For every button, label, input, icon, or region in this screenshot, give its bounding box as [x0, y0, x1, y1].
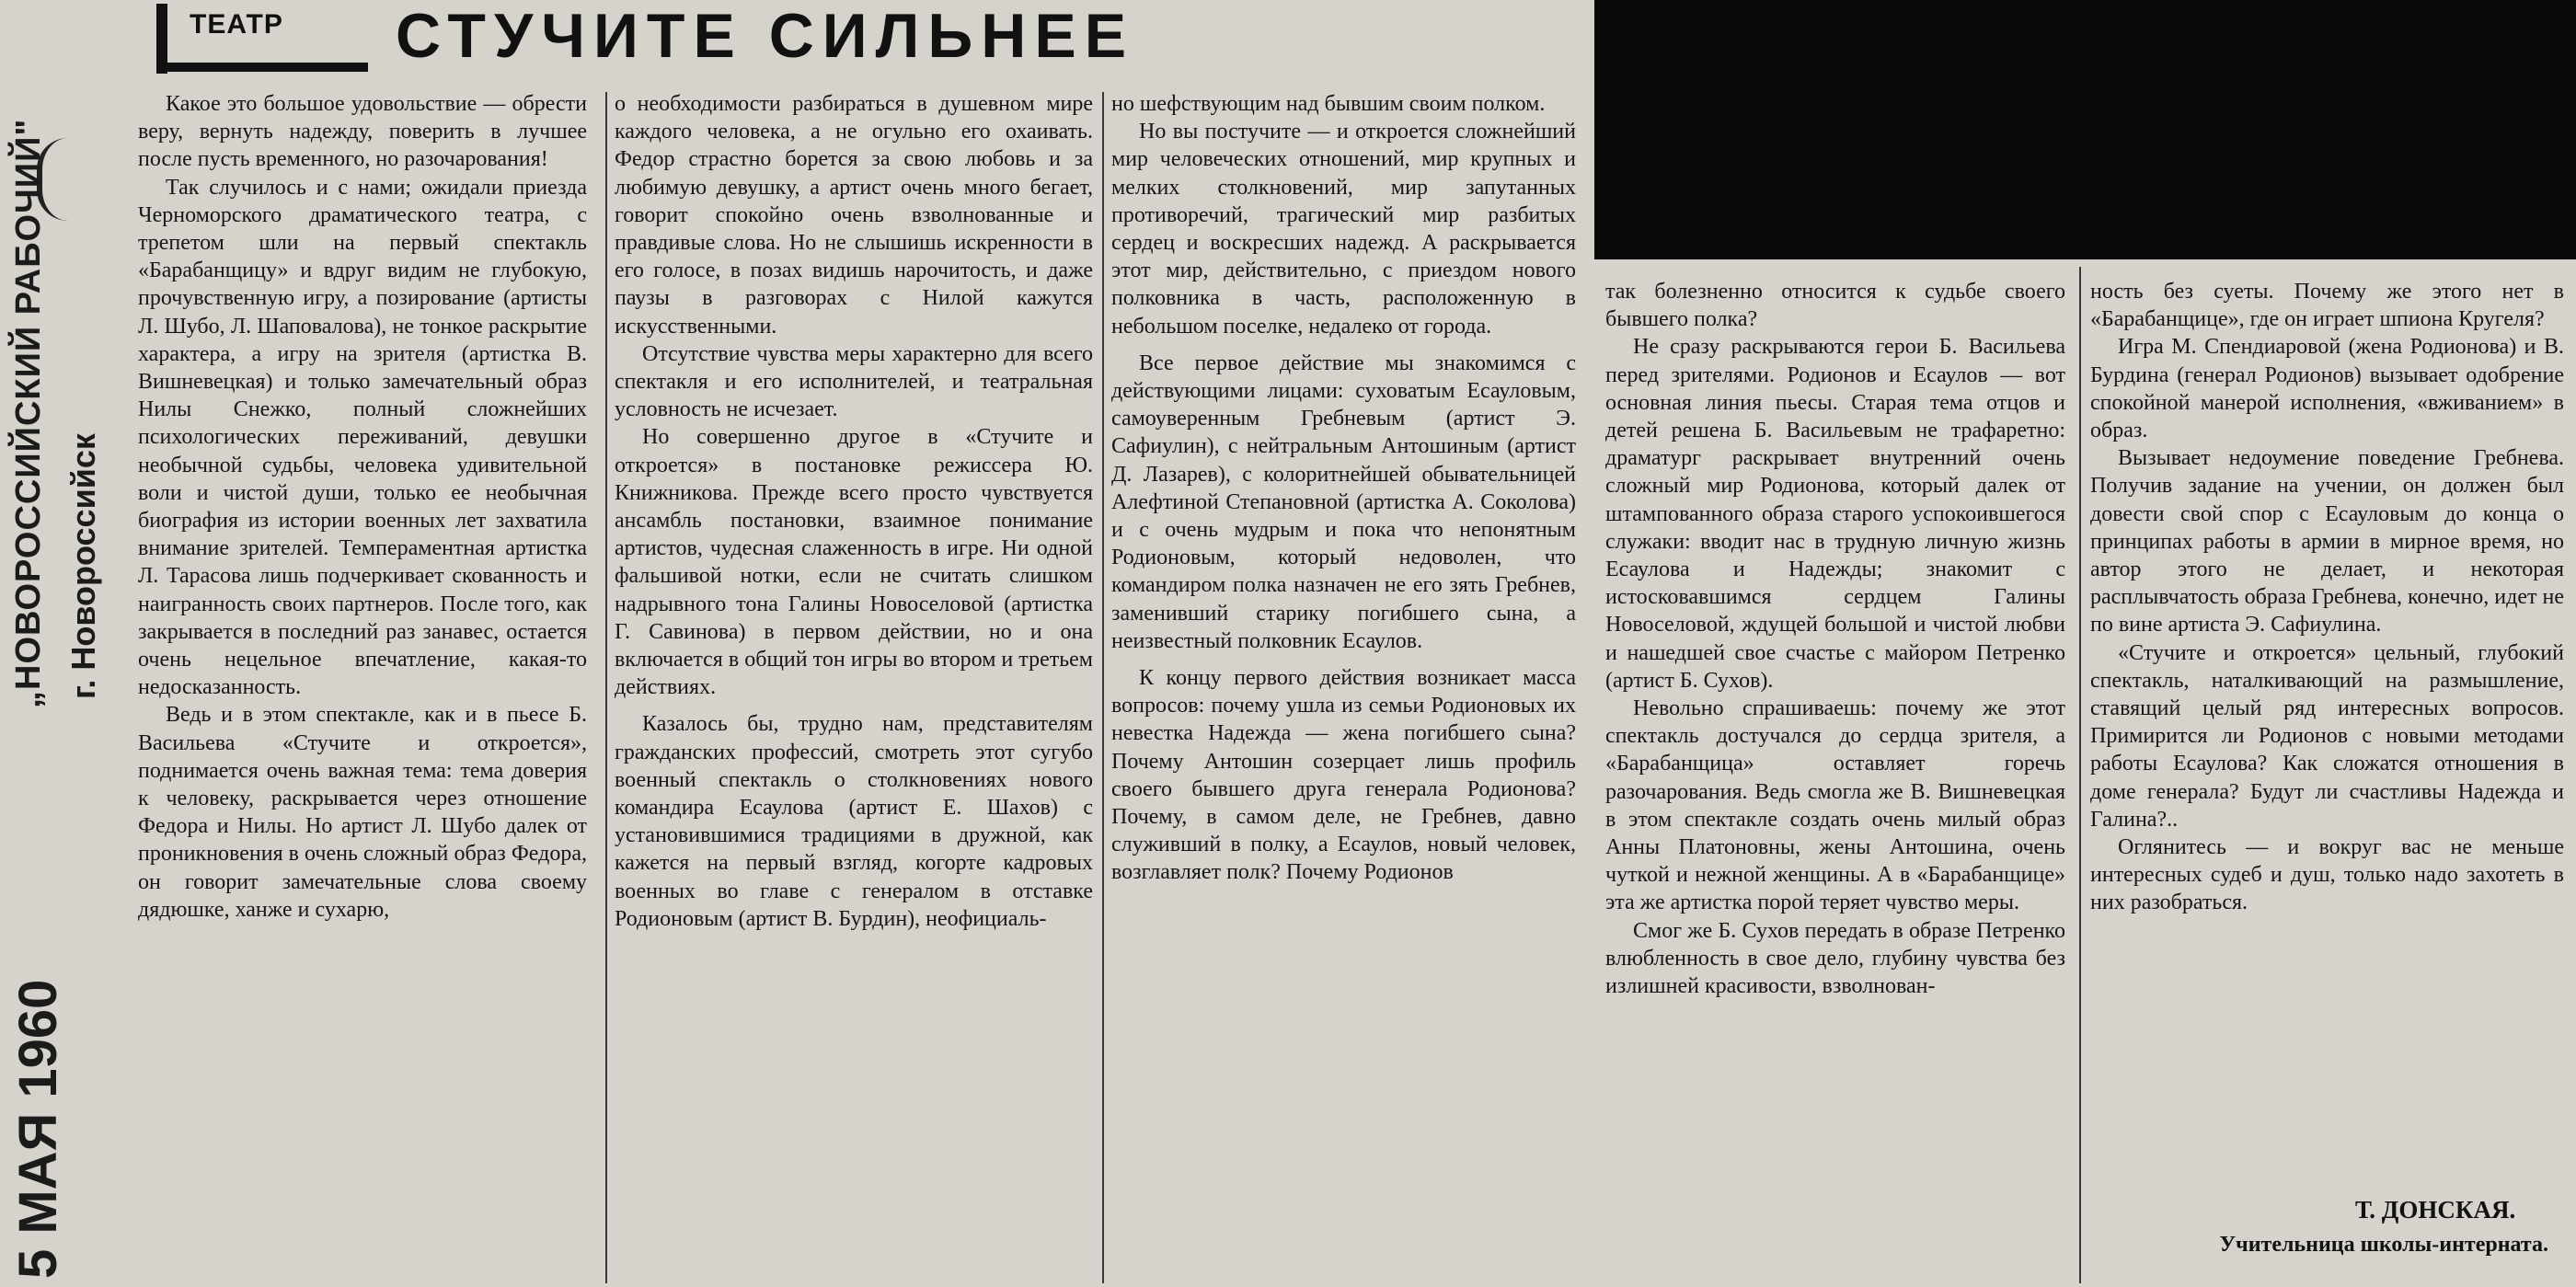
paragraph: Смог же Б. Сухов передать в образе Петренко влюбленность в свое дело, глубину чувства без излишней красивости, взволнован- — [1605, 918, 2065, 999]
paragraph: Игра М. Спендиаровой (жена Родионова) и В. Бурдина (генерал Родионов) вызывает одобрение спокойной манерой исполнения, «вживанием» в образ. — [2090, 335, 2564, 443]
paragraph: Вызывает недоумение поведение Гребнева. Получив задание на учении, он должен был довести свой спор с Есауловым до конца о принципах работы в армии в мирное время, но автор этого не делает, и некоторая расплывчатость образа Гребнева, конечно, идет не по вине артиста Э. Сафиулина. — [2090, 446, 2564, 638]
paragraph: Оглянитесь — и вокруг вас не меньше интересных судеб и душ, только надо захотеть в них разобраться. — [2090, 835, 2564, 915]
paragraph: Какое это большое удовольствие — обрести веру, вернуть надежду, поверить в лучшее после пусть временного, но разочарования! — [138, 92, 587, 172]
column-divider — [1102, 92, 1104, 1283]
clipping-margin — [0, 0, 129, 1287]
column-divider — [2079, 267, 2081, 1283]
paragraph: Отсутствие чувства меры характерно для всего спектакля и его исполнителей, и театральная условность не исчезает. — [615, 341, 1093, 422]
article-headline: СТУЧИТЕ СИЛЬНЕЕ — [396, 1, 1135, 71]
paragraph: «Стучите и откроется» цельный, глубокий спектакль, наталкивающий на размышление, ставящий целый ряд интересных вопросов. Примирится ли Родионов с новыми методами работы Есаулова? Как сложатся отношения в доме генерала? Будут ли счастливы Надежда и Галина?.. — [2090, 640, 2564, 832]
article-column-1 — [138, 90, 587, 924]
paragraph: Невольно спрашиваешь: почему же этот спектакль достучался до сердца зрителя, а «Барабанщица» оставляет горечь разочарования. Ведь смогла же В. Вишневецкая в этом спектакле создать очень милый образ Анны Платоновны, жены Антошина, очень чуткой и нежной женщины. А в «Барабанщице» эта же артистка порой теряет чувство меры. — [1605, 696, 2065, 915]
author-title: Учительница школы-интерната. — [2219, 1233, 2548, 1257]
paragraph: К концу первого действия возникает масса вопросов: почему ушла из семьи Родионовых их невестка Надежда — жена погибшего сына? Почему Антошин созерцает лишь профиль своего бывшего друга генерала Родионова? Почему, в самом деле, не Гребнев, давно служивший в полку, а Есаулов, новый человек, возглавляет полк? Почему Родионов — [1111, 666, 1576, 885]
newspaper-name: „НОВОРОССИЙСКИЙ РАБОЧИЙ" — [9, 118, 48, 708]
publication-date: 5 МАЯ 1960 — [8, 979, 68, 1279]
paragraph: Но вы постучите — и откроется сложнейший мир человеческих отношений, мир крупных и мелких столкновений, мир запутанных противоречий, трагический мир разбитых сердец и воскресших надежд. А раскрывается этот мир, действительно, с приездом нового полковника в часть, расположенную в небольшом поселке, недалеко от города. — [1111, 120, 1576, 339]
article-column-4 — [1605, 278, 2065, 1000]
rubric-text: ТЕАТР — [190, 9, 283, 40]
article-column-3 — [1111, 90, 1576, 887]
column-divider — [605, 92, 607, 1283]
paragraph: Ведь и в этом спектакле, как и в пьесе Б. Васильева «Стучите и откроется», поднимается очень важная тема: тема доверия к человеку, раскрывается через отношение Федора и Нилы. Но артист Л. Шубо далек от проникновения в очень сложный образ Федора, он говорит замечательные слова своему дядюшке, ханже и сухарю, — [138, 703, 587, 922]
paragraph: так болезненно относится к судьбе своего бывшего полка? — [1605, 280, 2065, 332]
paragraph: ность без суеты. Почему же этого нет в «Барабанщице», где он играет шпиона Кругеля? — [2090, 280, 2564, 332]
paragraph: Так случилось и с нами; ожидали приезда Черноморского драматического театра, с трепетом шли на первый спектакль «Барабанщицу» и вдруг видим не глубокую, прочувственную игру, а позирование (артисты Л. Шубо, Л. Шаповалова), не тонкое раскрытие характера, а игру на зрителя (артистка В. Вишневецкая) и только замечательный образ Нилы Снежко, полный сложнейших психологических переживаний, девушки необычной судьбы, человека удивительной воли и чистой души, только ее необычная биография из истории военных лет захватила внимание зрителей. Темпераментная артистка Л. Тарасова лишь подчеркивает скованность и наигранность своих партнеров. После того, как закрывается в последний раз занавес, остается очень нецельное впечатление, какая-то недосказанность. — [138, 175, 587, 700]
paragraph: Но совершенно другое в «Стучите и откроется» в постановке режиссера Ю. Книжникова. Прежде всего просто чувствуется ансамбль постановки, взаимное понимание артистов, чудесная слаженность в игре. Ни одной фальшивой нотки, если не считать слишком надрывного тона Галины Новоселовой (артистка Г. Савинова) в первом действии, но и она включается в общий тон игры во втором и третьем действиях. — [615, 425, 1093, 700]
newspaper-city: г. Новороссийск — [64, 433, 102, 699]
paragraph: о необходимости разбираться в душевном мире каждого человека, а не огульно его охаивать. Федор страстно борется за свою любовь и за любимую девушку, а артист очень много бегает, говорит спокойно очень взволнованные и правдивые слова. Но не слышишь искренности в его голосе, в позах видишь нарочитость, и даже паузы в разговорах с Нилой кажутся искусственными. — [615, 92, 1093, 339]
paragraph: Не сразу раскрываются герои Б. Васильева перед зрителями. Родионов и Есаулов — вот основная линия пьесы. Старая тема отцов и детей решена Б. Васильевым не трафаретно: драматург раскрывает внутренний очень сложный мир Родионова, который далек от штампованного образа старого успокоившегося служаки: вводит нас в трудную личную жизнь Есаулова и Надежды; знакомит с истосковавшимся сердцем Галины Новоселовой, ждущей большой и чистой любви и нашедшей свое счастье с майором Петренко (артист Б. Сухов). — [1605, 335, 2065, 693]
article-column-5 — [2090, 278, 2564, 917]
paragraph: Казалось бы, трудно нам, представителям гражданских профессий, смотреть этот сугубо военный спектакль о столкновениях нового командира Есаулова (артист Е. Шахов) с установившимися традициями в дружной, как кажется на первый взгляд, когорте кадровых военных во главе с генералом в отставке Родионовым (артист В. Бурдин), неофициаль- — [615, 712, 1093, 931]
paragraph: но шефствующим над бывшим своим полком. — [1111, 92, 1546, 116]
paragraph: Все первое действие мы знакомимся с действующими лицами: суховатым Есауловым, самоуверенным Гребневым (артист Э. Сафиулин), с нейтральным Антошиным (артист Д. Лазарев), с колоритнейшей обывательницей Алефтиной Степановной (артистка А. Соколова) и с очень мудрым и пока что непонятным Родионовым, который недоволен, что командиром полка назначен не его зять Гребнев, заменивший старику погибшего сына, а неизвестный полковник Есаулов. — [1111, 350, 1576, 653]
article-column-2 — [615, 90, 1093, 933]
rubric-label — [156, 4, 377, 75]
author-name: Т. ДОНСКАЯ. — [2355, 1196, 2516, 1224]
